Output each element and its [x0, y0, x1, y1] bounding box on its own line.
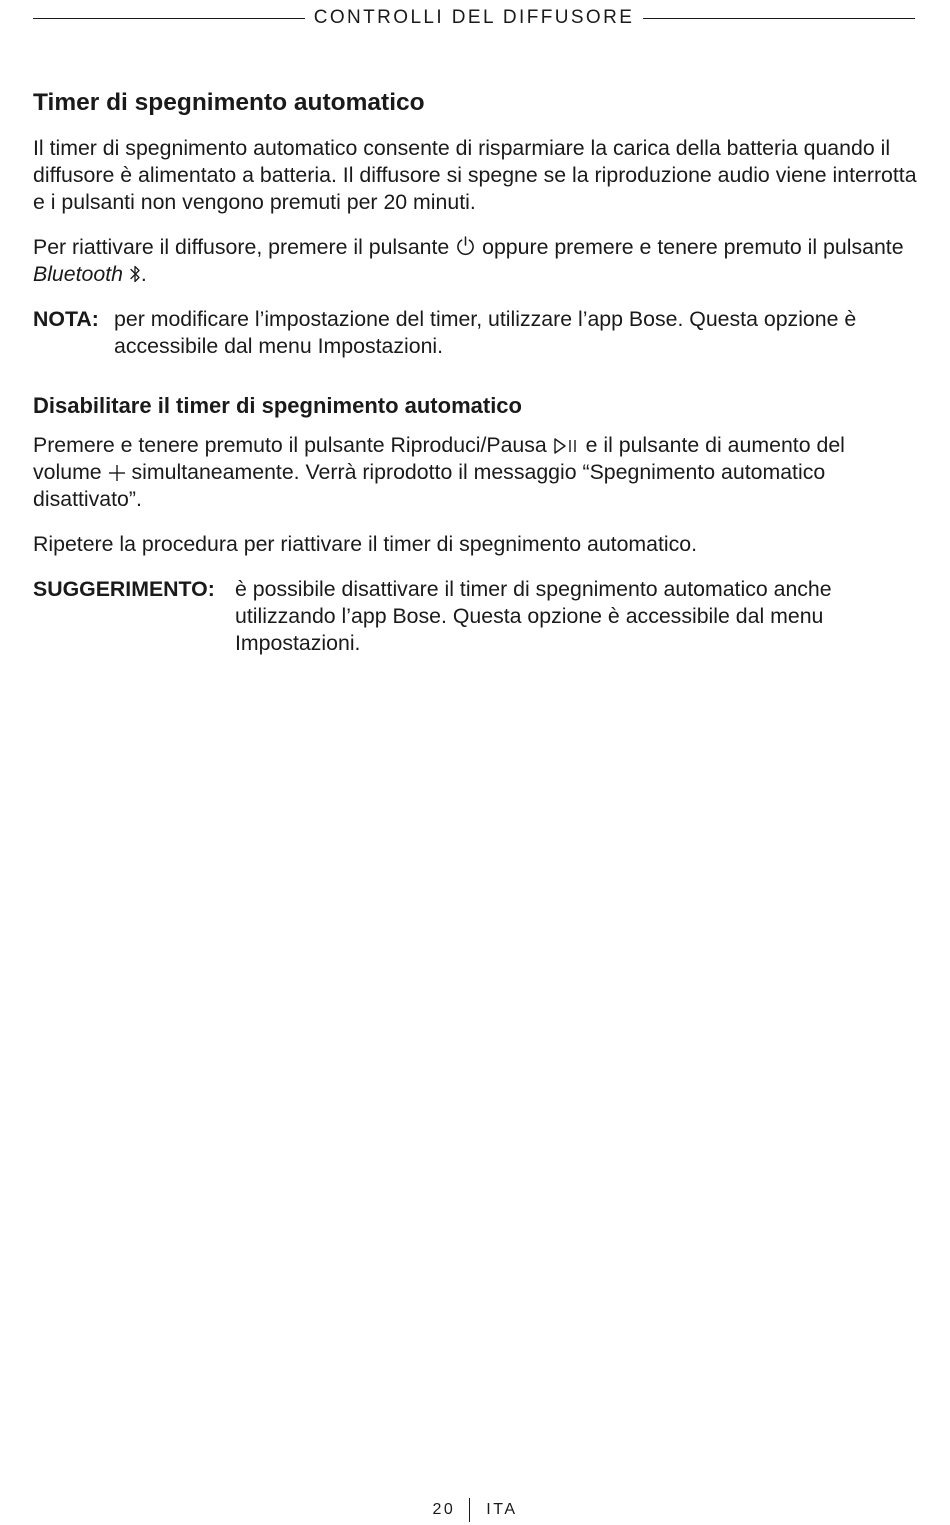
tip-block	[33, 576, 918, 657]
page-footer	[0, 1498, 950, 1522]
header-rule-left	[33, 18, 305, 19]
bluetooth-word: Bluetooth	[33, 262, 123, 286]
disable-instructions	[33, 432, 918, 513]
page-number: 20	[432, 1501, 456, 1518]
language-code: ITA	[486, 1501, 518, 1518]
disable-text-1: Premere e tenere premuto il pulsante Riproduci/Pausa	[33, 433, 553, 457]
header-rule-right	[643, 18, 915, 19]
note-label: NOTA:	[33, 307, 99, 331]
reactivate-text-1: Per riattivare il diffusore, premere il pulsante	[33, 235, 456, 259]
tip-label: SUGGERIMENTO:	[33, 577, 215, 601]
plus-icon	[108, 464, 126, 482]
header-title: CONTROLLI DEL DIFFUSORE	[313, 7, 635, 28]
reactivate-instructions	[33, 234, 918, 288]
reactivate-text-3: .	[140, 262, 147, 286]
auto-off-description: Il timer di spegnimento automatico consente di risparmiare la carica della batteria quando il diffusore è alimentato a batteria. Il diffusore si spegne se la riproduzione audio viene interrotta e i pulsanti non vengono premuti per 20 minuti.	[33, 136, 917, 214]
power-icon	[455, 235, 476, 257]
page-content	[33, 86, 918, 675]
reactivate-text-2: oppure premere e tenere premuto il pulsante	[476, 235, 904, 259]
page-header	[33, 6, 915, 30]
disable-text-2: e il pulsante di aumento del volume	[33, 433, 845, 484]
tip-text: è possibile disattivare il timer di spegnimento automatico anche utilizzando l’app Bose. Questa opzione è accessibile dal menu Impostazioni.	[235, 577, 832, 655]
section-heading-auto-off-timer: Timer di spegnimento automatico	[33, 89, 425, 116]
footer-separator	[469, 1498, 470, 1522]
note-block	[33, 306, 918, 360]
disable-text-3: simultaneamente. Verrà riprodotto il messaggio “Spegnimento automatico disattivato”.	[33, 460, 826, 511]
section-heading-disable-timer: Disabilitare il timer di spegnimento automatico	[33, 393, 522, 418]
note-text: per modificare l’impostazione del timer, utilizzare l’app Bose. Questa opzione è accessibile dal menu Impostazioni.	[114, 307, 857, 358]
bluetooth-icon	[129, 264, 141, 284]
repeat-instructions: Ripetere la procedura per riattivare il timer di spegnimento automatico.	[33, 532, 698, 556]
play-pause-icon	[553, 437, 580, 455]
